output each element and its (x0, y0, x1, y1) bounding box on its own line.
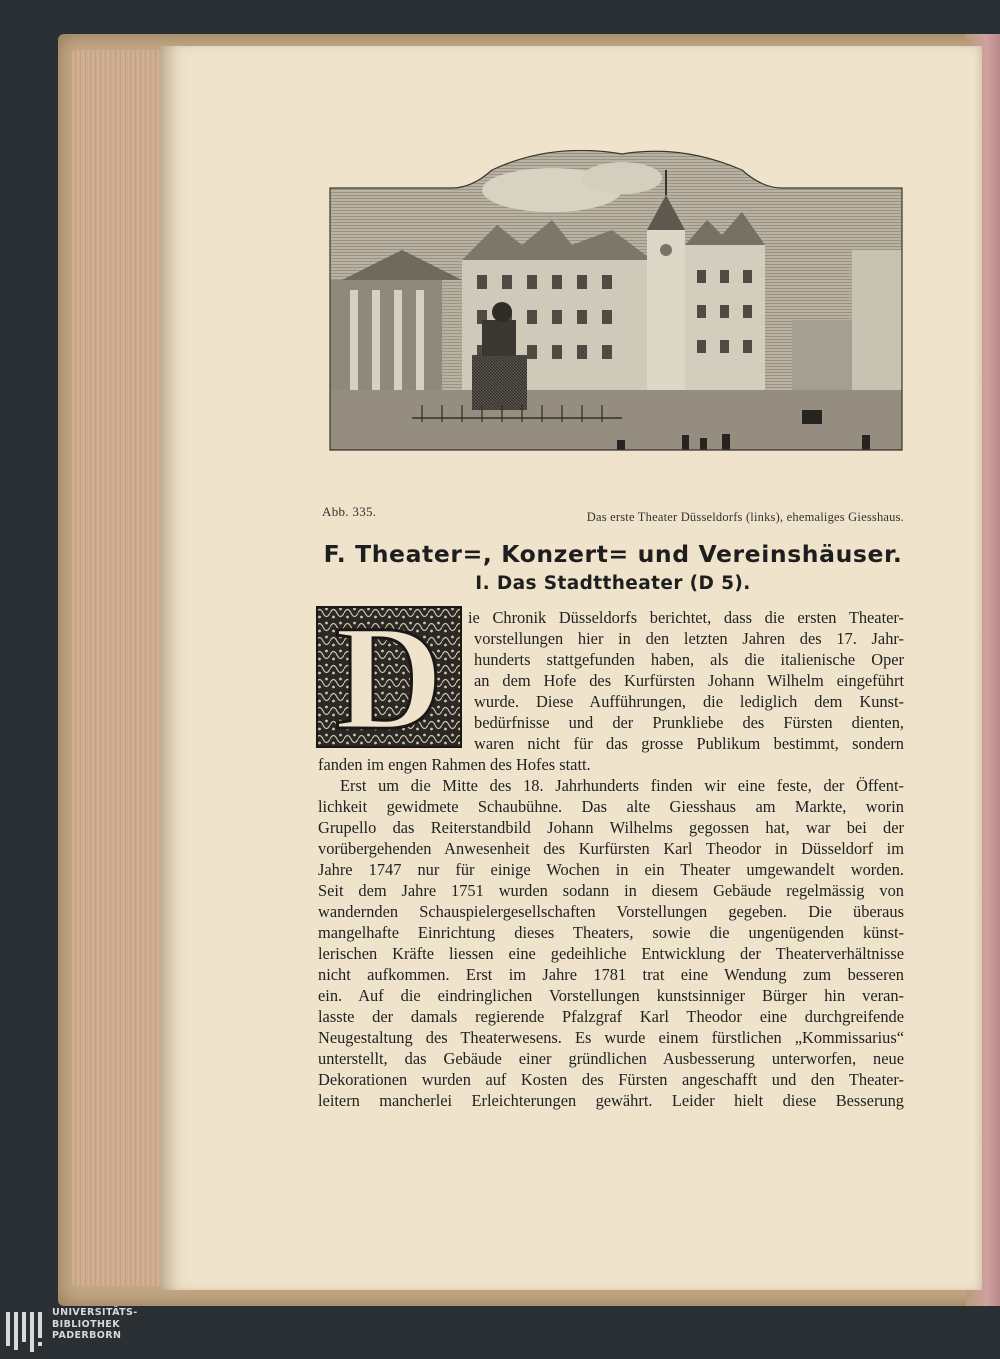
text-line-17: lerischen Kräfte liessen eine gedeihliche Entwicklung der Theaterverhältnisse (318, 944, 904, 963)
text-line-13: Jahre 1747 nur für einige Wochen in ein Theater umgewandelt worden. (318, 860, 904, 879)
text-line-4: an dem Hofe des Kurfürsten Johann Wilhelm eingeführt (474, 671, 904, 690)
text-line-24: leitern mancherlei Erleichterungen gewährt. Leider hielt diese Besserung (318, 1091, 904, 1110)
text-line-3: hunderts stattgefunden haben, als die italienische Oper (474, 650, 904, 669)
text-line-23: Dekorationen wurden auf Kosten des Fürsten angeschafft und den Theater- (318, 1070, 904, 1089)
text-line-10: lichkeit gewidmete Schaubühne. Das alte Giesshaus am Markte, worin (318, 797, 904, 816)
decorative-initial (316, 606, 462, 748)
footer-bar (0, 1306, 1000, 1357)
text-line-2: vorstellungen hier in den letzten Jahren des 17. Jahr- (474, 629, 904, 648)
text-line-9: Erst um die Mitte des 18. Jahrhunderts finden wir eine feste, der Öffent- (340, 776, 904, 795)
text-line-21: Neugestaltung des Theaterwesens. Es wurde einem fürstlichen „Kommissarius“ (318, 1028, 904, 1047)
library-name-line-2: BIBLIOTHEK (52, 1318, 120, 1330)
engraving-illustration (322, 150, 904, 472)
text-line-11: Grupello das Reiterstandbild Johann Wilhelms gegossen hat, war bei der (318, 818, 904, 837)
text-line-5: wurde. Diese Aufführungen, die lediglich dem Kunst- (474, 692, 904, 711)
text-line-22: unterstellt, das Gebäude einer gründlichen Ausbesserung unterworfen, neue (318, 1049, 904, 1068)
subsection-heading: I. Das Stadttheater (D 5). (475, 573, 751, 594)
figure-label: Abb. 335. (322, 504, 377, 519)
figure-caption: Das erste Theater Düsseldorfs (links), ehemaliges Giesshaus. (586, 510, 904, 524)
library-name-line-1: UNIVERSITÄTS- (52, 1307, 138, 1318)
text-line-20: lasste der damals regierende Pfalzgraf Karl Theodor eine durchgreifende (318, 1007, 904, 1026)
library-name-line-3: PADERBORN (52, 1330, 122, 1341)
text-line-1: ie Chronik Düsseldorfs berichtet, dass die ersten Theater- (468, 608, 904, 627)
library-logo-icon (6, 1310, 48, 1354)
text-line-8: fanden im engen Rahmen des Hofes statt. (318, 755, 591, 774)
text-line-14: Seit dem Jahre 1751 wurden sodann in diesem Gebäude regelmässig von (318, 881, 904, 900)
library-name (52, 1307, 138, 1342)
text-line-6: bedürfnisse und der Prunkliebe des Fürsten dienten, (474, 713, 904, 732)
text-line-18: nicht aufkommen. Erst im Jahre 1781 trat eine Wendung zum besseren (318, 965, 904, 984)
text-line-16: mangelhafte Einrichtung dieses Theaters, sowie die ungenügenden künst- (318, 923, 904, 942)
text-line-15: wandernden Schauspielergesellschaften Vorstellungen gegeben. Die überaus (318, 902, 904, 921)
text-line-12: vorübergehenden Anwesenheit des Kurfürsten Karl Theodor in Düsseldorf im (318, 839, 904, 858)
text-line-7: waren nicht für das grosse Publikum bestimmt, sondern (474, 734, 904, 753)
text-line-19: ein. Auf die eindringlichen Vorstellungen kunstsinniger Bürger hin veran- (318, 986, 904, 1005)
dropcap-letter: D (334, 606, 444, 748)
section-heading: F. Theater=, Konzert= und Vereinshäuser. (323, 540, 903, 568)
